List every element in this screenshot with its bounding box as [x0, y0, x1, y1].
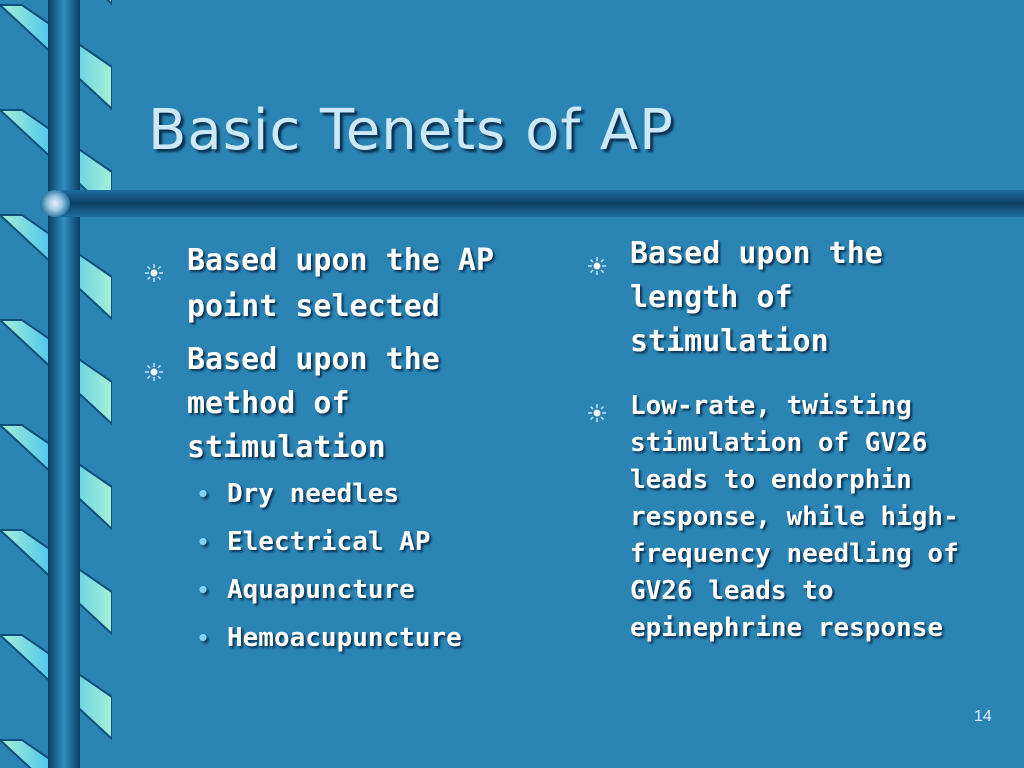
bullet-text: Based upon the length of stimulation: [630, 236, 883, 359]
left-bullet-2: [145, 338, 565, 470]
left-column: [145, 238, 565, 662]
bullet-text: Based upon the AP point selected: [187, 243, 495, 324]
dot-bullet-icon: •: [197, 578, 210, 602]
sun-bullet-icon: [588, 232, 630, 288]
slide-title: Basic Tenets of AP: [148, 98, 674, 163]
sub-bullet: [197, 566, 565, 614]
dot-bullet-icon: •: [197, 482, 210, 506]
dot-bullet-icon: •: [197, 530, 210, 554]
sub-bullet-text: Aquapuncture: [227, 575, 415, 605]
sub-bullet-text: Hemoacupuncture: [227, 623, 462, 653]
bullet-text: Based upon the method of stimulation: [187, 342, 440, 465]
right-column: [588, 232, 1008, 647]
sub-bullet: [197, 614, 565, 662]
sub-bullet-text: Dry needles: [227, 479, 400, 509]
sub-bullet: [197, 470, 565, 518]
sun-bullet-icon: [145, 238, 187, 296]
sub-bullet-text: Electrical AP: [227, 527, 431, 557]
right-bullet-2: [588, 388, 1008, 647]
sun-bullet-icon: [145, 338, 187, 394]
dot-bullet-icon: •: [197, 626, 210, 650]
decorative-ribbon: [0, 0, 112, 768]
divider-end-cap: [40, 190, 70, 217]
page-number: 14: [974, 708, 992, 725]
sun-bullet-icon: [588, 388, 630, 433]
left-bullet-1: [145, 238, 565, 330]
bullet-text: Low-rate, twisting stimulation of GV26 leads to endorphin response, while high- frequency needling of GV26 leads to epinephrine response: [630, 391, 959, 643]
sub-bullet: [197, 518, 565, 566]
title-divider-bar: [60, 190, 1024, 217]
right-bullet-1: [588, 232, 1008, 364]
